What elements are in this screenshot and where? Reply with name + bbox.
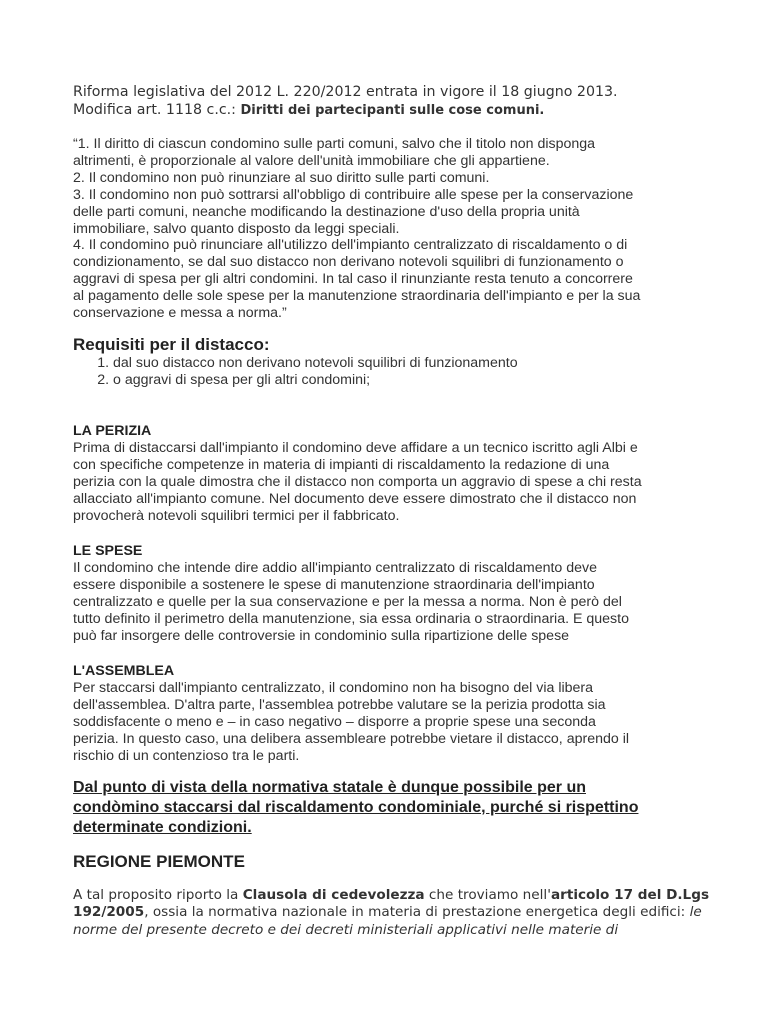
text-run-italic: norme del presente decreto e dei decreti ministeriali applicativi nelle materie di <box>73 921 619 938</box>
quote-line: “1. Il diritto di ciascun condomino sulle parti comuni, salvo che il titolo non disponga <box>73 136 596 152</box>
intro-block <box>73 84 713 119</box>
quote-line: 2. Il condomino non può rinunziare al suo diritto sulle parti comuni. <box>73 169 490 186</box>
section-spese <box>73 543 713 645</box>
quote-line: al pagamento delle sole spese per la manutenzione straordinaria dell'impianto e per la sua <box>73 288 641 305</box>
quote-line: altrimenti, è proporzionale al valore dell'unità immobiliare che gli appartiene. <box>73 152 550 169</box>
paragraph-line <box>73 887 713 905</box>
quote-line: immobiliare, salvo quanto disposto da leggi speciali. <box>73 220 400 237</box>
body-line: centralizzato e quelle per la sua conservazione e per la messa a norma. Non è però del <box>73 593 622 610</box>
quote-line: aggravi di spesa per gli altri condomini. In tal caso il rinunziante resta tenuto a concorrere <box>73 271 633 288</box>
article-quote <box>73 136 713 322</box>
intro-line-2 <box>73 102 713 120</box>
body-line: dell'assemblea. D'altra parte, l'assemblea potrebbe valutare se la perizia prodotta sia <box>73 696 606 713</box>
section-assemblea <box>73 663 713 765</box>
text-run-bold: articolo 17 del D.Lgs <box>550 886 710 903</box>
section-title: LA PERIZIA <box>73 422 152 439</box>
section-body <box>73 560 713 645</box>
section-body <box>73 440 713 525</box>
quote-line: delle parti comuni, neanche modificando la destinazione d'uso della propria unità <box>73 203 580 220</box>
text-run-bold: Clausola di cedevolezza <box>242 886 425 903</box>
conclusion-text <box>73 778 713 838</box>
quote-line: condizionamento, se dal suo distacco non derivano notevoli squilibri di funzionamento o <box>73 254 624 271</box>
region-heading: REGIONE PIEMONTE <box>73 851 245 871</box>
conclusion-line: determinate condizioni. <box>73 818 252 836</box>
body-line: con specifiche competenze in materia di impianti di riscaldamento la redazione di una <box>73 456 610 473</box>
body-line: tutto definito il perimetro della manutenzione, sia essa ordinaria o straordinaria. E questo <box>73 610 629 627</box>
paragraph-line <box>73 904 713 922</box>
section-title: LE SPESE <box>73 542 143 559</box>
region-paragraph <box>73 887 713 940</box>
quote-line: 3. Il condomino non può sottrarsi all'obbligo di contribuire alle spese per la conservazione <box>73 186 634 203</box>
conclusion-line: condòmino staccarsi dal riscaldamento condominiale, purché si rispettino <box>73 798 639 816</box>
requisiti-heading: Requisiti per il distacco: <box>73 334 270 354</box>
quote-line: 4. Il condomino può rinunciare all'utilizzo dell'impianto centralizzato di riscaldamento o di <box>73 237 628 254</box>
body-line: perizia. In questo caso, una delibera assembleare potrebbe vietare il distacco, aprendo il <box>73 730 630 747</box>
requisiti-list <box>73 355 713 389</box>
body-line: può far insorgere delle controversie in condominio sulla ripartizione delle spese <box>73 627 570 644</box>
list-item: 1. dal suo distacco non derivano notevoli squilibri di funzionamento <box>113 355 713 372</box>
text-run-bold: 192/2005 <box>73 904 145 921</box>
intro-line-2-prefix: Modifica art. 1118 c.c.: <box>73 101 241 118</box>
document-page <box>73 84 713 939</box>
section-perizia <box>73 423 713 525</box>
body-line: allacciato all'impianto comune. Nel documento deve essere dimostrato che il distacco non <box>73 490 637 507</box>
body-line: rischio di un contenzioso tra le parti. <box>73 747 300 764</box>
body-line: Prima di distaccarsi dall'impianto il condomino deve affidare a un tecnico iscritto agli Albi e <box>73 439 638 456</box>
body-line: soddisfacente o meno e – in caso negativo – disporre a proprie spese una seconda <box>73 713 596 730</box>
body-line: perizia con la quale dimostra che il distacco non comporta un aggravio di spese a chi resta <box>73 473 642 490</box>
text-run-italic: le <box>689 904 702 921</box>
section-title: L'ASSEMBLEA <box>73 662 175 679</box>
text-run: A tal proposito riporto la <box>73 886 243 903</box>
section-body <box>73 680 713 765</box>
body-line: provocherà notevoli squilibri termici per il fabbricato. <box>73 507 400 524</box>
text-run: , ossia la normativa nazionale in materia di prestazione energetica degli edifici: <box>144 904 690 921</box>
quote-line: conservazione e messa a norma.” <box>73 305 287 322</box>
list-item: 2. o aggravi di spesa per gli altri condomini; <box>113 372 713 389</box>
paragraph-line <box>73 922 713 940</box>
conclusion-line: Dal punto di vista della normativa statale è dunque possibile per un <box>73 778 586 796</box>
body-line: Per staccarsi dall'impianto centralizzato, il condomino non ha bisogno del via libera <box>73 679 594 696</box>
intro-line-1: Riforma legislativa del 2012 L. 220/2012 entrata in vigore il 18 giugno 2013. <box>73 84 618 100</box>
body-line: Il condomino che intende dire addio all'impianto centralizzato di riscaldamento deve <box>73 559 598 576</box>
intro-line-2-bold: Diritti dei partecipanti sulle cose comuni. <box>240 102 545 118</box>
text-run: che troviamo nell' <box>424 886 551 903</box>
body-line: essere disponibile a sostenere le spese di manutenzione straordinaria dell'impianto <box>73 576 595 593</box>
